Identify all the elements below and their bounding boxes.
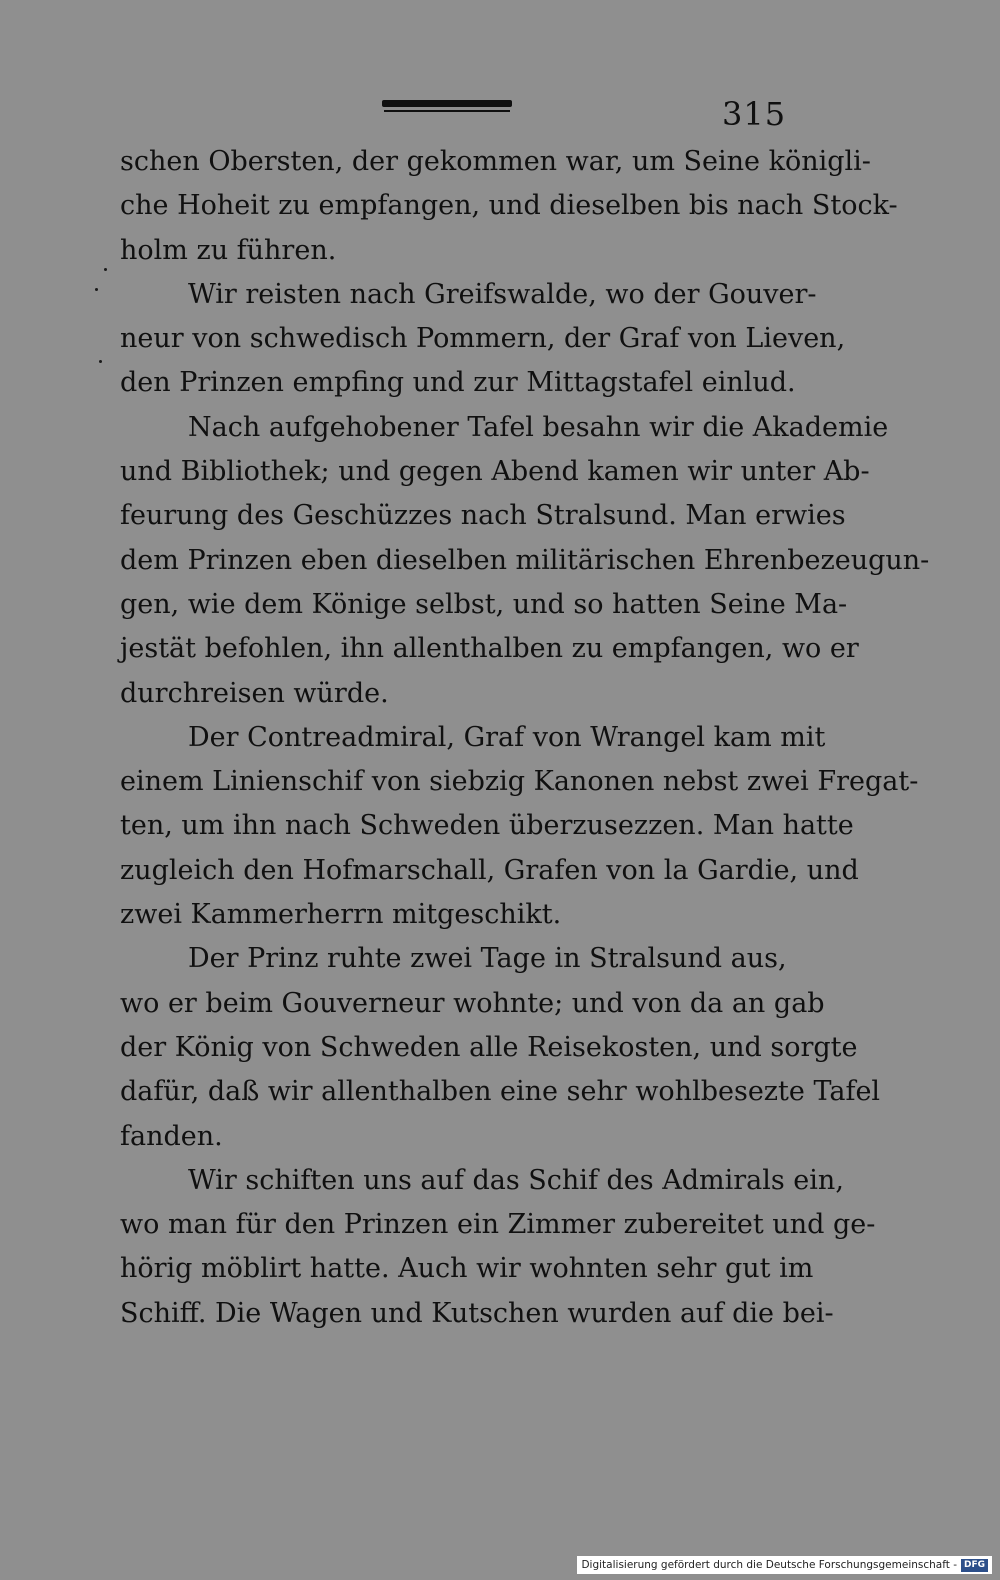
text-line: wo er beim Gouverneur wohnte; und von da an gab (120, 987, 825, 1019)
text-line: und Bibliothek; und gegen Abend kamen wir unter Ab- (120, 456, 870, 488)
text-line: zugleich den Hofmarschall, Grafen von la Gardie, und (120, 854, 859, 886)
text-line: Der Contreadmiral, Graf von Wrangel kam mit (188, 721, 826, 753)
text-line: che Hoheit zu empfangen, und dieselben bis nach Stock- (120, 190, 898, 222)
text-line: gen, wie dem Könige selbst, und so hatten Seine Ma- (120, 588, 848, 620)
text-line: Schiff. Die Wagen und Kutschen wurden auf die bei- (120, 1297, 834, 1329)
text-line: dem Prinzen eben dieselben militärischen Ehrenbezeugun- (120, 544, 930, 576)
text-line: jestät befohlen, ihn allenthalben zu empfangen, wo er (120, 633, 859, 665)
digitization-credit (577, 1556, 992, 1574)
text-line: Wir reisten nach Greifswalde, wo der Gouver- (188, 278, 817, 310)
header-rule (382, 100, 512, 114)
text-line: ten, um ihn nach Schweden überzusezzen. Man hatte (120, 810, 854, 842)
header-rule-thin (384, 110, 510, 112)
text-line: fanden. (120, 1120, 223, 1152)
dfg-logo: DFG (961, 1559, 988, 1572)
text-line: Nach aufgehobener Tafel besahn wir die Akademie (188, 411, 889, 443)
paragraph (120, 273, 846, 406)
body-text (120, 140, 930, 1336)
text-line: einem Linienschif von siebzig Kanonen nebst zwei Fregat- (120, 766, 919, 798)
text-line: wo man für den Prinzen ein Zimmer zubereitet und ge- (120, 1209, 876, 1241)
text-line: durchreisen würde. (120, 677, 389, 709)
text-line: zwei Kammerherrn mitgeschikt. (120, 899, 562, 931)
text-line: der König von Schweden alle Reisekosten, und sorgte (120, 1031, 858, 1063)
text-line: feurung des Geschüzzes nach Stralsund. Man erwies (120, 500, 846, 532)
text-line: dafür, daß wir allenthalben eine sehr wohlbesezte Tafel (120, 1076, 881, 1108)
text-line: holm zu führen. (120, 234, 337, 266)
paragraph (120, 140, 898, 273)
text-line: Wir schiften uns auf das Schif des Admirals ein, (188, 1164, 844, 1196)
text-line: Der Prinz ruhte zwei Tage in Stralsund aus, (188, 943, 787, 975)
paragraph (120, 937, 881, 1158)
text-line: den Prinzen empfing und zur Mittagstafel einlud. (120, 367, 796, 399)
page-number: 315 (722, 95, 787, 133)
text-line: schen Obersten, der gekommen war, um Seine königli- (120, 146, 871, 177)
paragraph (120, 406, 930, 716)
text-line: neur von schwedisch Pommern, der Graf von Lieven, (120, 323, 846, 355)
paragraph (120, 1159, 876, 1336)
credit-text: Digitalisierung gefördert durch die Deutsche Forschungsgemeinschaft - (581, 1559, 957, 1571)
print-speck (104, 268, 107, 271)
header-rule-thick (382, 100, 512, 107)
text-line: hörig möblirt hatte. Auch wir wohnten sehr gut im (120, 1253, 814, 1285)
print-speck (99, 360, 102, 363)
print-speck (95, 288, 98, 291)
paragraph (120, 716, 919, 937)
